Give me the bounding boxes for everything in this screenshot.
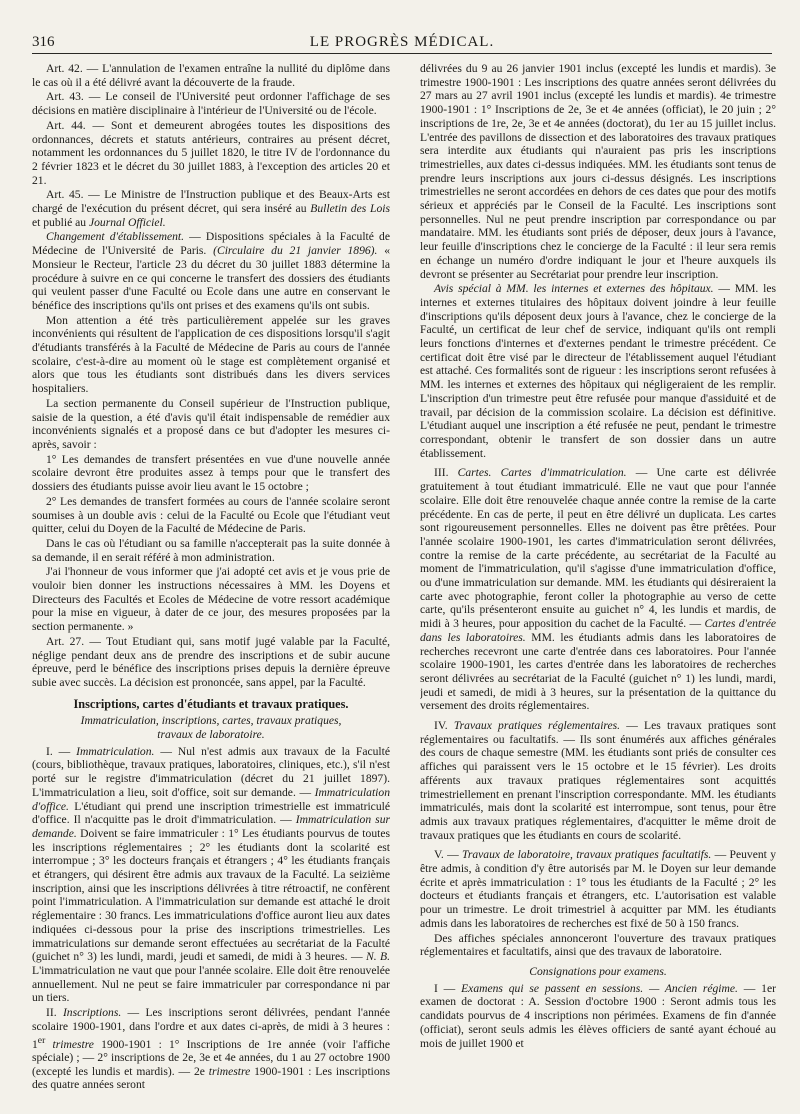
consignations-title: Consignations pour examens. [529,965,667,978]
bulletin-title: Bulletin des Lois [310,202,390,216]
paragraph-inscriptions-continued: délivrées du 9 au 26 janvier 1901 inclus (excepté les lundis et mardis). 3e trimestre 1900-1901 : Les inscriptions des quatre années seront délivrées du 27 mars au 27 avril 1901 inclus (excepté les lundis et mardis). 4e trimestre 1900-1901 : 1° Inscriptions de 2e, 3e et 4e années (officiat), le 20 juin ; 2° inscriptions de 1re, 2e, 3e et 4e années (doctorat), du 1er au 15 juillet inclus. L'entrée des pavillons de dissection et des laboratoires des travaux pratiques sera interdite aux étudiants qui n'auraient pas pris les inscriptions trimestrielles, aux dates ci-dessus indiquées. MM. les étudiants sont tenus de prendre leurs inscriptions aux jours ci-dessus désignés. Les inscriptions trimestrielles ne seront accordées en dehors de ces dates que pour des motifs sérieux et appréciés par le Conseil de la Faculté. Les inscriptions sont personnelles. Nul ne peut prendre inscription par correspondance ou par mandataire. MM. les étudiants sont priés de déposer, deux jours à l'avance, leur feuille d'inscriptions chez le concierge de la Faculté : il leur sera remis en échange un numéro d'ordre indiquant le jour et l'heure auxquels ils devront se présenter au Secrétariat pour prendre leur inscription. [420,62,776,281]
inscriptions-space [45,1037,52,1050]
paragraph-cas: Dans le cas où l'étudiant ou sa famille n'accepterait pas la suite donnée à sa demande, il en serait référé à mon administration. [32,536,390,564]
article-42: Art. 42. — L'annulation de l'examen entraîne la nullité du diplôme dans le cas où il a été délivré avant la découverte de la fraude. [32,62,390,89]
examens-title: Examens qui se passent en sessions. — Ancien régime. [461,981,738,995]
header-rule [32,53,772,54]
subheading-line-1: Immatriculation, inscriptions, cartes, travaux pratiques, [80,714,342,728]
laboratoire-title: Travaux de laboratoire, travaux pratiques facultatifs. [462,848,712,862]
superscript-er: er [37,1034,46,1046]
circular-body: « Monsieur le Recteur, l'article 23 du décret du 30 juillet 1883 détermine la procédure à suivre en ce qui concerne le transfert des dossiers des étudiants qui veulent passer d'une Faculté ou Ecole dans une autre en conservant le bénéfice des inscriptions qu'ils ont prises et des examens qu'ils ont subis. [32,244,390,312]
paragraph-measure-2: 2° Les demandes de transfert formées au cours de l'année scolaire seront soumises à un double avis : celui de la Faculté ou Ecole que l'étudiant veut quitter, celui du Doyen de la Faculté de Médecine de Paris. [32,494,390,536]
paragraph-laboratoire [420,848,776,930]
article-45 [32,188,390,229]
subheading-line-2: travaux de laboratoire. [157,728,265,742]
circular-text: — Dispositions spéciales à la Faculté de Médecine de l'Université de Paris. [32,230,390,258]
inscriptions-text-3: 1900-1901 : Les inscriptions des quatre années seront [32,1064,390,1092]
paragraph-honneur: J'ai l'honneur de vous informer que j'ai adopté cet avis et je vous prie de vouloir bien donner les instructions nécessaires à MM. les Doyens et Directeurs des Facultés et Ecoles de Médecine de votre ressort académique pour la mise en vigueur, à dater de ce jour, des mesures proposées par la section permanente. » [32,565,390,634]
nota-bene: N. B. [365,950,390,964]
cartes-entree-title: Cartes d'entrée dans les laboratoires. [420,617,776,644]
laboratoire-numeral: V. — [434,848,463,862]
cartes-text: — Une carte est délivrée gratuitement à tout étudiant immatriculé. Elle ne vaut que pour l'année scolaire. Elle doit être renouvelée chaque année contre la remise de la carte précédente. En cas de perte, il peut en être délivré un duplicata. Les cartes sont rigoureusement personnelles. Elles ne doivent pas être prêtées. Pour l'année scolaire 1900-1901, les cartes d'immatriculation seront délivrées, contre la remise de la carte précédente, au secrétariat de la Faculté au moment de l'immatriculation, qu'il s'agisse d'une immatriculation d'office, ou d'une immatriculation sur demande. MM. les étudiants qui désireraient la carte avec photographie, feront coller la photographie au verso de cette carte, qu'ils présenteront ensuite au guichet n° 4, les lundis et mardis, de midi à 3 heures, pour apposition du cachet de la Faculté. — [420,466,776,631]
trimestre-label-2: trimestre [208,1064,251,1078]
cartes-entree-text: MM. les étudiants admis dans les laboratoires de recherches recevront une carte d'entrée dans ces laboratoires. Pour l'année scolaire 1900-1901, les cartes d'entrée dans les laboratoires de recherches seront délivrées au secrétariat de la Faculté (guichet n° 1) les lundi, mardi, jeudi et samedi, de midi à 3 heures, sur la présentation de la quittance du versement des droits réglementaires. [420,630,776,713]
avis-title: Avis spécial à MM. les internes et externes des hôpitaux. [434,282,714,296]
examens-text: — 1er examen de doctorat : A. Session d'octobre 1900 : Seront admis tous les candidats pourvus de 4 inscriptions non périmées. Examens de fin d'année (officiat), seront seuls admis les élèves officiers de santé ayant échoué au mois de juillet 1900 et [420,981,776,1050]
paragraph-inscriptions [32,1006,390,1092]
article-45-text-2: et publié au [32,215,89,229]
cartes-numeral: III. [434,466,458,480]
immatriculation-note-text: L'immatriculation ne vaut que pour l'année scolaire. Elle doit être renouvelée annuellement. Nul ne peut se faire immatriculer par correspondance ni par un tiers. [32,964,390,1005]
laboratoire-text: — Peuvent y être admis, à condition d'y être autorisés par M. le Doyen sur leur demande écrite et après immatriculation : 1° tous les étudiants de la Faculté ; 2° les docteurs et étudiants français et étrangers, etc. L'autorisation est valable pour un trimestre. Le droit trimestriel à acquitter par MM. les étudiants admis dans les laboratoires de recherches est fixé de 50 à 150 francs. [420,848,776,930]
paragraph-attention: Mon attention a été très particulièrement appelée sur les graves inconvénients qui résultent de l'application de ces dispositions lorsqu'il s'agit d'étudiants transférés à la Faculté de Médecine de Paris au cours de l'année scolaire, c'est-à-dire au moment où le stage est complètement organisé et alors que tous les étudiants sont distribués dans les divers services hospitaliers. [32,313,390,396]
paragraph-affiches: Des affiches spéciales annonceront l'ouverture des travaux pratiques réglementaires et facultatifs, ainsi que des travaux de laboratoire. [420,931,776,959]
immatriculation-office-title: Immatriculation d'office. [32,785,390,813]
paragraph-section: La section permanente du Conseil supérieur de l'Instruction publique, saisie de la question, a été d'avis qu'il était indispensable de remédier aux inconvénients signalés et a proposé dans ce but d'adopter les mesures ci-après, savoir : [32,396,390,451]
travaux-title: Travaux pratiques réglementaires. [453,719,621,733]
paragraph-cartes [420,466,776,713]
circular-intro [32,230,390,312]
immatriculation-title: Immatriculation. [76,744,155,758]
inscriptions-text: — Les inscriptions seront délivrées, pendant l'année scolaire 1900-1901, dans l'ordre et aux dates ci-après, de midi à 3 heures : 1 [32,1006,390,1051]
article-43: Art. 43. — Le conseil de l'Université peut ordonner l'affichage de ses décisions en matière disciplinaire à l'intérieur de l'Université ou de l'école. [32,90,390,118]
page-number: 316 [32,34,55,50]
avis-text: — MM. les internes et externes titulaires des hôpitaux doivent joindre à leur feuille d'inscriptions qu'ils déposent deux jours à l'avance, chez le concierge de la Faculté, un certificat de leur chef de service, indiquant qu'ils ont rempli leurs fonctions d'internes et d'externes pendant le trimestre précédent. Ce certificat doit être visé par le directeur de l'établissement auquel l'étudiant est attaché. Ces formalités sont de rigueur : les inscriptions seront refusées à MM. les internes et externes des hôpitaux qui négligeraient de les remplir. L'inscription d'un trimestre peut être refusée pour manque d'assiduité et de travail, par décision de la commission scolaire. La décision est définitive. L'étudiant auquel une inscription a été refusée ne peut, pendant le trimestre correspondant, obtenir le transfert de son dossier dans un autre établissement. [420,282,776,460]
paragraph-travaux-pratiques [420,719,776,842]
inscriptions-numeral: II. [46,1006,63,1020]
left-column [32,62,390,1107]
article-45-text: Art. 45. — Le Ministre de l'Instruction publique et des Beaux-Arts est chargé de l'exécution du présent décret, qui sera inséré au [32,188,390,216]
immatriculation-demande-title: Immatriculation sur demande. [32,813,390,840]
running-title: LE PROGRÈS MÉDICAL. [309,34,495,50]
paragraph-examens [420,982,776,1051]
consignations-heading [420,965,776,979]
travaux-numeral: IV. [434,719,454,733]
immatriculation-text: — Nul n'est admis aux travaux de la Faculté (cours, bibliothèque, travaux pratiques, laboratoires, cliniques, etc.), s'il n'est porté sur le registre d'immatriculation (décret du 21 juillet 1897). L'immatriculation a lieu, soit d'office, soit sur demande. — [32,744,390,799]
trimestre-label: trimestre [52,1037,94,1051]
paragraph-avis [420,282,776,460]
cartes-title: Cartes. Cartes d'immatriculation. [457,466,627,480]
immatriculation-office-text: L'étudiant qui prend une inscription trimestrielle est immatriculé d'office. Il n'acquitte pas le droit d'immatriculation. — [32,799,390,827]
circular-date: (Circulaire du 21 janvier 1896). [213,244,378,258]
article-44: Art. 44. — Sont et demeurent abrogées toutes les dispositions des ordonnances, décrets et statuts antérieurs, contraires au présent décret, notamment les ordonnances du 5 juillet 1820, le titre IV de l'ordonnance du 2 février 1823 et le décret du 30 juillet 1883, à l'exception des articles 20 et 21. [32,118,390,187]
article-27: Art. 27. — Tout Etudiant qui, sans motif jugé valable par la Faculté, néglige pendant deux ans de prendre des inscriptions et de subir aucune épreuve, perd le bénéfice des inscriptions prises depuis la dernière épreuve subie avec succès. La décision est prononcée, sans appel, par la Faculté. [32,634,390,689]
examens-numeral: I — [434,981,462,995]
immatriculation-demande-text: Doivent se faire immatriculer : 1° Les étudiants pourvus de toutes les inscriptions réglementaires ; 2° les étudiants dont la scolarité est interrompue ; 3° les docteurs français et étrangers ; 4° les étudiants français et étrangers, qui désirent être admis aux travaux de la Faculté. La seizième inscription, ainsi que les inscriptions délivrées à titre rétroactif, ne confèrent point l'immatriculation. A l'immatriculation sur demande est attaché le droit réglementaire : 30 francs. Les immatriculations d'office auront lieu aux dates indiquées ci-dessous pour la prise des inscriptions trimestrielles. Les immatriculations sur demande seront effectuées au secrétariat de la Faculté (guichet n° 3) les lundi, mardi, jeudi et samedi, de midi à 3 heures. — [32,826,390,964]
page-header [32,32,772,54]
right-column [420,62,776,1107]
inscriptions-title: Inscriptions. [62,1006,122,1020]
section-heading: Inscriptions, cartes d'étudiants et travaux pratiques. [73,696,349,711]
paragraph-immatriculation [32,745,390,1005]
inscriptions-text-2: 1900-1901 : 1° Inscriptions de 1re année (voir l'affiche spéciale) ; — 2° inscriptions de 2e, 3e et 4e années, du 1 au 27 octobre 1900 (excepté les lundis et mardis). — 2e [32,1037,390,1078]
travaux-text: — Les travaux pratiques sont réglementaires ou facultatifs. — Ils sont énumérés aux affiches générales des cours de chaque semestre (MM. les étudiants sont priés de consulter ces affiches qui paraissent vers le 15 octobre et le 15 février). Les droits afférents aux travaux pratiques réglementaires sont acquittés trimestriellement en prenant l'inscription correspondante. MM. les étudiants immatriculés, mais dont la scolarité est interrompue, sont tenus, pour être admis aux travaux pratiques réglementaires, d'acquitter le même droit de travaux pratiques que les étudiants en cours de scolarité. [420,719,776,842]
journal-title: Journal Officiel. [88,215,166,229]
immatriculation-numeral: I. — [46,744,77,758]
section-subheading [32,714,390,741]
paragraph-measure-1: 1° Les demandes de transfert présentées en vue d'une nouvelle année scolaire devront être produites assez à temps pour que le transfert des dossiers des étudiants puisse avoir lieu avant le 15 octobre ; [32,452,390,494]
circular-title: Changement d'établissement. [46,230,185,244]
